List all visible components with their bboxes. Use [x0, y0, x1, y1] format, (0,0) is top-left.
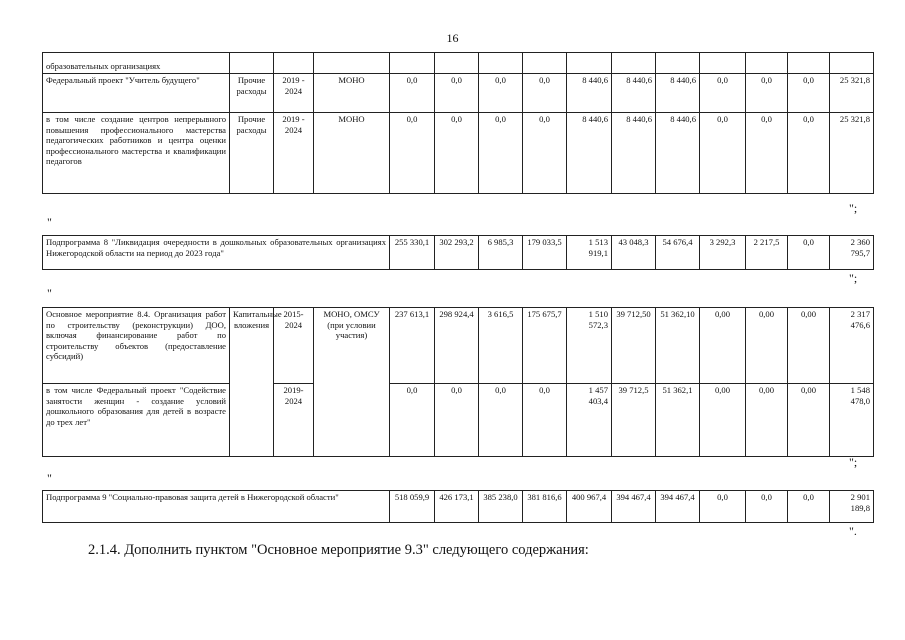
page-number: 16	[446, 31, 459, 45]
table-subprogram-8	[42, 235, 874, 270]
total-cell: 2 317 476,6	[830, 308, 874, 384]
value-cell: 2 217,5	[746, 236, 788, 270]
value-cell: 0,0	[523, 74, 567, 113]
opening-quote: "	[47, 471, 52, 485]
value-cell: 0,0	[746, 113, 788, 194]
value-cell: 8 440,6	[567, 74, 612, 113]
value-cell: 518 059,9	[390, 491, 435, 523]
value-cell: 0,0	[700, 113, 746, 194]
total-cell: 25 321,8	[830, 113, 874, 194]
value-cell: 1 457 403,4	[567, 384, 612, 457]
value-cell: 0,00	[746, 384, 788, 457]
value-cell: 0,00	[746, 308, 788, 384]
value-cell: 298 924,4	[435, 308, 479, 384]
value-cell: 0,00	[788, 384, 830, 457]
executor: МОНО	[314, 74, 390, 113]
value-cell: 385 238,0	[479, 491, 523, 523]
row-name: Федеральный проект "Учитель будущего"	[43, 74, 230, 113]
total-cell: 25 321,8	[830, 74, 874, 113]
value-cell: 175 675,7	[523, 308, 567, 384]
table-row	[43, 113, 874, 194]
value-cell: 51 362,10	[656, 308, 700, 384]
value-cell: 394 467,4	[656, 491, 700, 523]
row-name: Подпрограмма 8 "Ликвидация очередности в дошкольных образовательных организациях Нижегородской области на период до 2023 года"	[43, 236, 390, 270]
value-cell: 426 173,1	[435, 491, 479, 523]
value-cell: 394 467,4	[612, 491, 656, 523]
opening-quote: "	[47, 215, 52, 229]
table-row	[43, 236, 874, 270]
total-cell: 2 901 189,8	[830, 491, 874, 523]
table-row	[43, 384, 874, 457]
value-cell: 3 616,5	[479, 308, 523, 384]
value-cell: 8 440,6	[656, 74, 700, 113]
closing-quote: ".	[849, 524, 857, 538]
total-cell: 1 548 478,0	[830, 384, 874, 457]
closing-quote: ";	[849, 271, 858, 285]
opening-quote: "	[47, 286, 52, 300]
executor: МОНО	[314, 113, 390, 194]
value-cell: 1 513 919,1	[567, 236, 612, 270]
table-federal-project-teacher	[42, 52, 874, 194]
value-cell: 0,0	[700, 74, 746, 113]
value-cell: 0,00	[700, 384, 746, 457]
value-cell: 6 985,3	[479, 236, 523, 270]
value-cell: 0,0	[788, 74, 830, 113]
value-cell: 0,0	[700, 491, 746, 523]
value-cell: 3 292,3	[700, 236, 746, 270]
table-activity-8-4	[42, 307, 874, 457]
value-cell: 0,0	[390, 74, 435, 113]
expense-type: Прочие расходы	[230, 74, 274, 113]
value-cell: 43 048,3	[612, 236, 656, 270]
closing-quote: ";	[849, 201, 858, 215]
table-row	[43, 491, 874, 523]
closing-quote: ";	[849, 455, 858, 469]
value-cell: 0,0	[788, 236, 830, 270]
row-name: в том числе Федеральный проект "Содействие занятости женщин - создание условий дошкольного образования для детей в возрасте до трех лет"	[43, 384, 230, 457]
table-row	[43, 53, 874, 74]
value-cell: 54 676,4	[656, 236, 700, 270]
value-cell: 39 712,50	[612, 308, 656, 384]
expense-type: Капитальные вложения	[230, 308, 274, 457]
value-cell: 302 293,2	[435, 236, 479, 270]
value-cell: 179 033,5	[523, 236, 567, 270]
executor: МОНО, ОМСУ (при условии участия)	[314, 308, 390, 457]
value-cell: 0,0	[479, 384, 523, 457]
value-cell: 0,0	[390, 113, 435, 194]
expense-type: Прочие расходы	[230, 113, 274, 194]
value-cell: 8 440,6	[612, 113, 656, 194]
row-name: Основное мероприятие 8.4. Организация работ по строительству (реконструкции) ДОО, включая финансирование работ по строительству объектов (предоставление субсидий)	[43, 308, 230, 384]
total-cell: 2 360 795,7	[830, 236, 874, 270]
period: 2019 - 2024	[274, 74, 314, 113]
value-cell: 0,0	[435, 113, 479, 194]
value-cell: 0,0	[435, 384, 479, 457]
period: 2019 - 2024	[274, 113, 314, 194]
value-cell: 0,0	[479, 113, 523, 194]
value-cell: 237 613,1	[390, 308, 435, 384]
table-row	[43, 74, 874, 113]
value-cell: 0,0	[523, 384, 567, 457]
value-cell: 51 362,1	[656, 384, 700, 457]
row-name: образовательных организациях	[43, 53, 230, 74]
value-cell: 8 440,6	[567, 113, 612, 194]
period: 2015-2024	[274, 308, 314, 384]
value-cell: 381 816,6	[523, 491, 567, 523]
value-cell: 0,00	[700, 308, 746, 384]
value-cell: 1 510 572,3	[567, 308, 612, 384]
value-cell: 0,0	[523, 113, 567, 194]
value-cell: 400 967,4	[567, 491, 612, 523]
value-cell: 8 440,6	[612, 74, 656, 113]
value-cell: 39 712,5	[612, 384, 656, 457]
value-cell: 0,0	[746, 491, 788, 523]
row-name: Подпрограмма 9 "Социально-правовая защита детей в Нижегородской области"	[43, 491, 390, 523]
value-cell: 0,0	[788, 113, 830, 194]
table-subprogram-9	[42, 490, 874, 523]
value-cell: 0,0	[788, 491, 830, 523]
amendment-paragraph: 2.1.4. Дополнить пунктом "Основное мероприятие 9.3" следующего содержания:	[88, 542, 589, 558]
period: 2019-2024	[274, 384, 314, 457]
value-cell: 0,0	[435, 74, 479, 113]
value-cell: 0,0	[479, 74, 523, 113]
row-name: в том числе создание центров непрерывного повышения профессионального мастерства педагогических работников и центра оценки профессионального мастерства и квалификации педагогов	[43, 113, 230, 194]
value-cell: 255 330,1	[390, 236, 435, 270]
value-cell: 0,00	[788, 308, 830, 384]
value-cell: 0,0	[390, 384, 435, 457]
value-cell: 8 440,6	[656, 113, 700, 194]
table-row	[43, 308, 874, 384]
value-cell: 0,0	[746, 74, 788, 113]
